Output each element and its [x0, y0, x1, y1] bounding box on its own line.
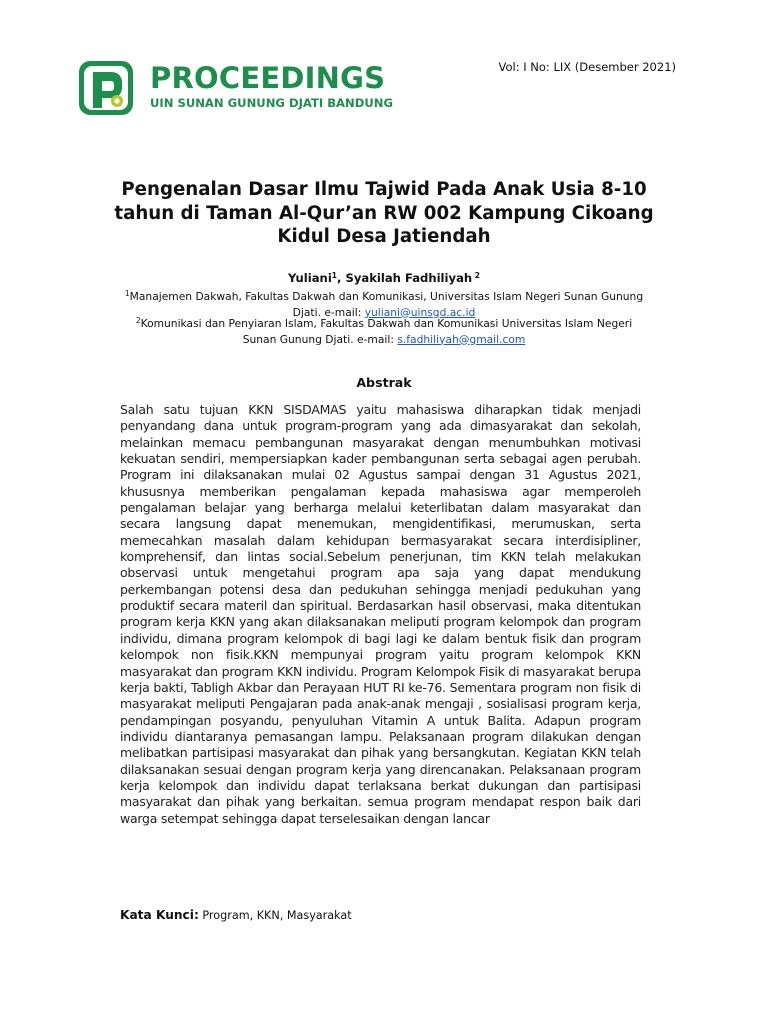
volume-info: Vol: I No: LIX (Desember 2021)	[498, 60, 676, 74]
affiliation-text: Manajemen Dakwah, Fakultas Dakwah dan Komunikasi, Universitas Islam Negeri Sunan Gunung Djati. e-mail:	[129, 290, 644, 319]
author-separator: ,	[337, 271, 346, 285]
affiliation-mark: 2	[135, 316, 141, 325]
author-name: Syakilah Fadhiliyah	[345, 271, 473, 285]
author-name: Yuliani	[287, 271, 332, 285]
paper-title: Pengenalan Dasar Ilmu Tajwid Pada Anak Usia 8-10 tahun di Taman Al-Qur’an RW 002 Kampung Cikoang Kidul Desa Jatiendah	[114, 179, 654, 247]
keywords-label: Kata Kunci:	[120, 908, 199, 922]
proceedings-logo-icon	[79, 61, 133, 115]
author-list	[150, 271, 618, 286]
logo-subtitle: UIN SUNAN GUNUNG DJATI BANDUNG	[150, 96, 393, 110]
affiliation-mark: 1	[124, 289, 130, 298]
keywords	[120, 907, 641, 924]
email-link[interactable]: yuliani@uinsgd.ac.id	[364, 305, 476, 319]
affiliation-2	[118, 316, 650, 347]
abstract-heading: Abstrak	[356, 375, 412, 390]
abstract-body: Salah satu tujuan KKN SISDAMAS yaitu mahasiswa diharapkan tidak menjadi penyandang dana untuk program-program yang ada dimasyarakat dan sekolah, melainkan memacu pembangunan masyarakat dengan menumbuhkan motivasi kekuatan sendiri, mempersiapkan kader pembangunan serta sebagai agen perubah. Program ini dilaksanakan mulai 02 Agustus sampai dengan 31 Agustus 2021, khususnya memberikan pengalaman kepada mahasiswa agar memperoleh pengalaman belajar yang berharga melalui keterlibatan dalam masyarakat dan secara langsung dapat menemukan, mengidentifikasi, merumuskan, serta memecahkan masalah dalam kehidupan bermasyarakat secara interdisipliner, komprehensif, dan lintas social.Sebelum penerjunan, tim KKN telah melakukan observasi untuk mengetahui program apa saja yang dapat mendukung perkembangan potensi desa dan pedukuhan sehingga menjadi pedukuhan yang produktif secara materil dan spiritual. Berdasarkan hasil observasi, maka ditentukan program kerja KKN yang akan dilaksanakan meliputi program kelompok dan program individu, dimana program kelompok di bagi lagi ke dalam bentuk fisik dan program kelompok non fisik.KKN mempunyai program yaitu program kelompok KKN masyarakat dan program KKN individu. Program Kelompok Fisik di masyarakat berupa kerja bakti, Tabligh Akbar dan Perayaan HUT RI ke-76. Sementara program non fisik di masyarakat meliputi Pengajaran pada anak-anak mengaji , sosialisasi program kerja, pendampingan posyandu, penyuluhan Vitamin A untuk Balita. Adapun program individu diantaranya pemasangan lampu. Pelaksanaan program dilakukan dengan melibatkan partisipasi masyarakat dan pihak yang bersangkutan. Kegiatan KKN telah dilaksanakan sesuai dengan program kerja yang direncanakan. Pelaksanaan program kerja kelompok dan individu dapat terlaksana berkat dukungan dan partisipasi masyarakat dan pihak yang berkaitan. semua program mendapat respon baik dari warga setempat sehingga dapat terselesaikan dengan lancar	[120, 402, 641, 826]
logo-title: PROCEEDINGS	[150, 61, 386, 95]
email-link[interactable]: s.fadhiliyah@gmail.com	[397, 332, 526, 346]
affiliation-text: Komunikasi dan Penyiaran Islam, Fakultas Dakwah dan Komunikasi Universitas Islam Negeri Sunan Gunung Djati. e-mail:	[140, 317, 633, 346]
author-mark: 2	[472, 271, 480, 280]
author-mark: 1	[331, 271, 338, 280]
keywords-value: Program, KKN, Masyarakat	[198, 909, 352, 922]
